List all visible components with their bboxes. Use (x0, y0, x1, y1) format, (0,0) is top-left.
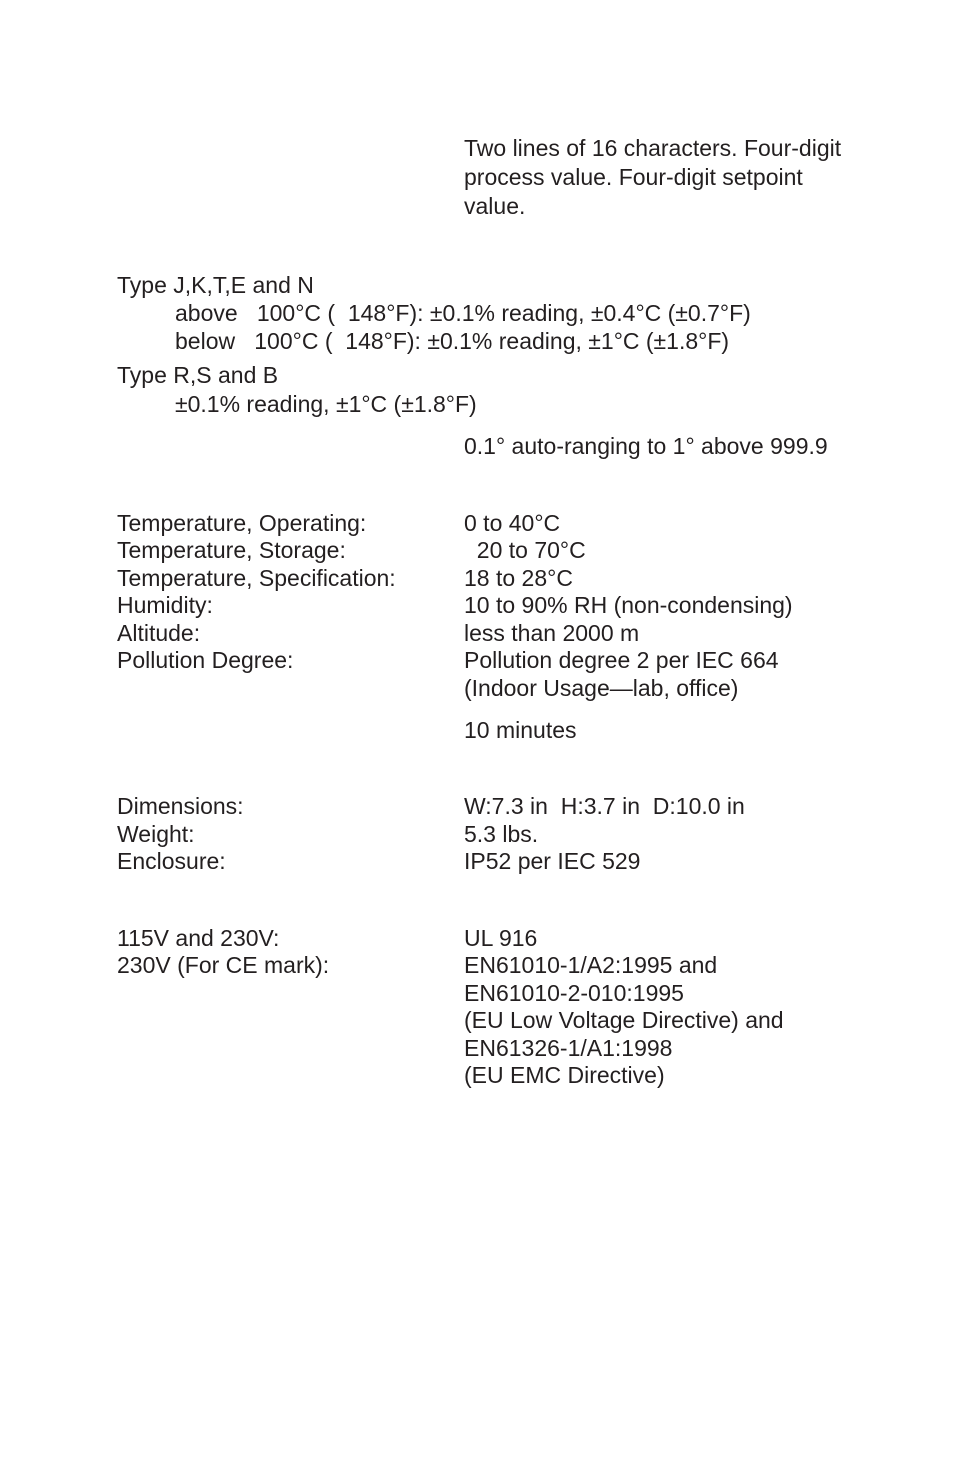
physical-value-weight: 5.3 lbs. (464, 821, 539, 847)
env-value-humidity: 10 to 90% RH (non-condensing) (464, 592, 793, 618)
warmup-value: 10 minutes (464, 717, 577, 743)
resolution-value: 0.1° auto-ranging to 1° above 999.9 (464, 433, 828, 459)
physical-label-enclosure: Enclosure: (117, 848, 226, 874)
safety-value-ce-line-5: (EU EMC Directive) (464, 1062, 665, 1088)
display-description-line-2: process value. Four-digit setpoint (464, 164, 803, 190)
accuracy-type-rsb-heading: Type R,S and B (117, 362, 279, 388)
accuracy-rsb-line: ±0.1% reading, ±1°C (±1.8°F) (175, 391, 477, 417)
display-description-line-3: value. (464, 193, 526, 219)
safety-value-ul: UL 916 (464, 925, 538, 951)
display-description-line-1: Two lines of 16 characters. Four-digit (464, 135, 842, 161)
env-label-operating: Temperature, Operating: (117, 510, 367, 536)
env-value-specification: 18 to 28°C (464, 565, 573, 591)
safety-value-ce-line-4: EN61326-1/A1:1998 (464, 1035, 673, 1061)
env-value-storage: 20 to 70°C (464, 537, 586, 563)
accuracy-above-line: above 100°C ( 148°F): ±0.1% reading, ±0.4°C (±0.7°F) (175, 300, 751, 326)
safety-value-ce-line-2: EN61010-2-010:1995 (464, 980, 684, 1006)
physical-label-dimensions: Dimensions: (117, 793, 244, 819)
env-value-altitude: less than 2000 m (464, 620, 640, 646)
physical-value-dimensions: W:7.3 in H:3.7 in D:10.0 in (464, 793, 745, 819)
safety-label-115-230: 115V and 230V: (117, 925, 280, 951)
safety-label-ce: 230V (For CE mark): (117, 952, 330, 978)
safety-value-ce-line-1: EN61010-1/A2:1995 and (464, 952, 718, 978)
env-label-humidity: Humidity: (117, 592, 213, 618)
env-label-specification: Temperature, Specification: (117, 565, 396, 591)
env-label-pollution: Pollution Degree: (117, 647, 294, 673)
env-label-storage: Temperature, Storage: (117, 537, 346, 563)
accuracy-below-line: below 100°C ( 148°F): ±0.1% reading, ±1°C (±1.8°F) (175, 328, 730, 354)
safety-value-ce-line-3: (EU Low Voltage Directive) and (464, 1007, 784, 1033)
accuracy-type-jktEn-heading: Type J,K,T,E and N (117, 272, 314, 298)
env-value-pollution-usage: (Indoor Usage—lab, office) (464, 675, 739, 701)
physical-label-weight: Weight: (117, 821, 195, 847)
physical-value-enclosure: IP52 per IEC 529 (464, 848, 641, 874)
env-label-altitude: Altitude: (117, 620, 201, 646)
env-value-operating: 0 to 40°C (464, 510, 561, 536)
env-value-pollution: Pollution degree 2 per IEC 664 (464, 647, 779, 673)
